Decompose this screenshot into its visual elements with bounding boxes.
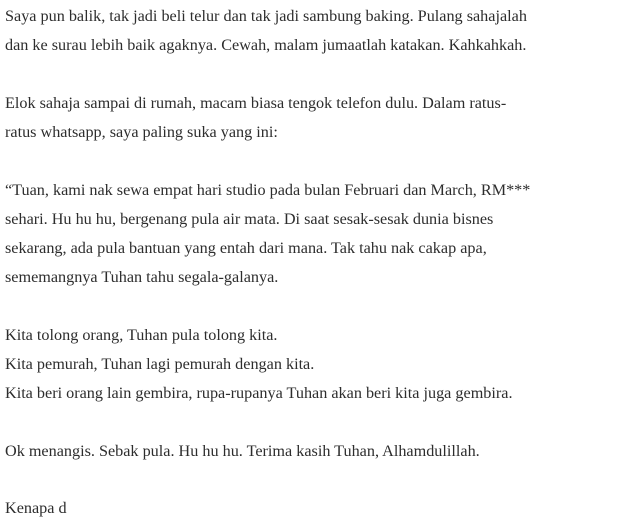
paragraph-3-quote — [5, 176, 635, 292]
paragraph-line: Kita pemurah, Tuhan lagi pemurah dengan kita. — [5, 355, 315, 373]
paragraph-line: “Tuan, kami nak sewa empat hari studio pada bulan Februari dan March, RM*** — [5, 181, 531, 199]
paragraph-line: sehari. Hu hu hu, bergenang pula air mata. Di saat sesak-sesak dunia bisnes — [5, 210, 494, 228]
paragraph-line: sekarang, ada pula bantuan yang entah dari mana. Tak tahu nak cakap apa, — [5, 239, 487, 257]
paragraph-1 — [5, 2, 635, 60]
paragraph-line: Saya pun balik, tak jadi beli telur dan tak jadi sambung baking. Pulang sahajalah — [5, 7, 527, 25]
paragraph-4 — [5, 321, 635, 408]
paragraph-5 — [5, 437, 635, 466]
paragraph-line: Elok sahaja sampai di rumah, macam biasa tengok telefon dulu. Dalam ratus- — [5, 94, 507, 112]
paragraph-line: Ok menangis. Sebak pula. Hu hu hu. Terima kasih Tuhan, Alhamdulillah. — [5, 442, 480, 460]
paragraph-line: Kita tolong orang, Tuhan pula tolong kita. — [5, 326, 278, 344]
article-body — [5, 2, 635, 517]
paragraph-2 — [5, 89, 635, 147]
paragraph-line: ratus whatsapp, saya paling suka yang ini: — [5, 123, 278, 141]
paragraph-line: dan ke surau lebih baik agaknya. Cewah, malam jumaatlah katakan. Kahkahkah. — [5, 36, 527, 54]
paragraph-line: Kita beri orang lain gembira, rupa-rupanya Tuhan akan beri kita juga gembira. — [5, 384, 513, 402]
paragraph-line: sememangnya Tuhan tahu segala-galanya. — [5, 268, 279, 286]
cutoff-line: Kenapa d — [5, 499, 67, 517]
